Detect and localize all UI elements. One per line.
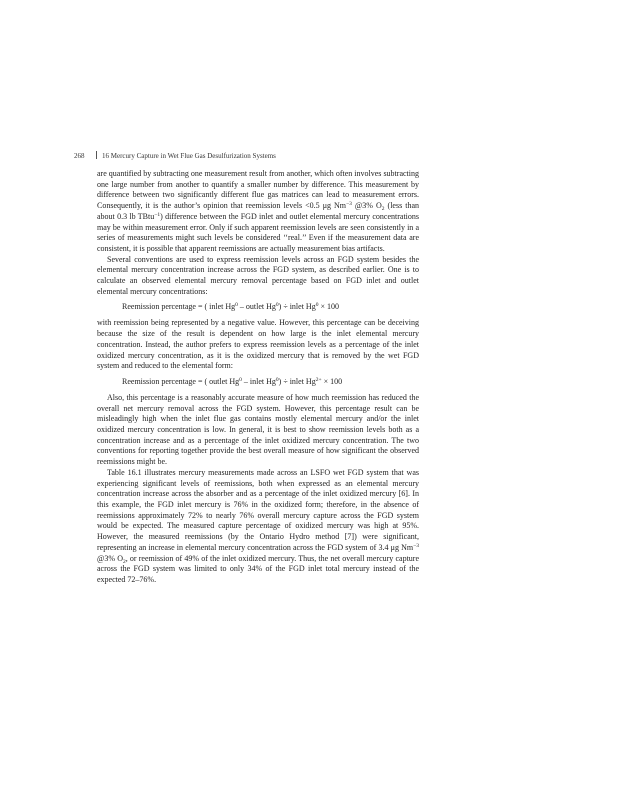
superscript: −3 — [413, 542, 419, 549]
paragraph-3: with reemission being represented by a negative value. However, this percentage can be deceiving because the size of the result is dependent on how large is the inlet elemental mercury concentration. Instead, the author prefers to express reemission levels as a percentage of the inlet oxidized mercury concentration, as it is the oxidized mercury that is removed by the wet FGD system and reduced to the elemental form: — [97, 318, 419, 371]
superscript: −1 — [154, 211, 161, 218]
paragraph-2: Several conventions are used to express reemission levels across an FGD system besides the elemental mercury concentration increase across the FGD system, as described earlier. One is to calculate an observed elemental mercury removal percentage based on FGD inlet and outlet elemental mercury concentrations: — [97, 254, 419, 296]
equation-1 — [97, 302, 419, 312]
paragraph-1-text-c: (less than about 0.3 lb TBtu — [97, 201, 419, 221]
superscript: −3 — [346, 201, 352, 208]
superscript: 2+ — [315, 376, 322, 383]
equation-2-part-a: Reemission percentage = ( outlet Hg — [122, 376, 240, 386]
running-title: 16 Mercury Capture in Wet Flue Gas Desulfurization Systems — [102, 152, 276, 160]
superscript: 0 — [275, 302, 279, 309]
equation-1-part-a: Reemission percentage = ( inlet Hg — [122, 302, 236, 312]
equation-1-part-c: ) ÷ inlet Hg — [278, 302, 316, 312]
paragraph-5 — [97, 468, 419, 586]
equation-2-part-b: – inlet Hg — [241, 376, 276, 386]
running-header — [74, 151, 494, 161]
paragraph-5-text-a: Table 16.1 illustrates mercury measurements made across an LSFO wet FGD system that was experiencing significant levels of reemissions, both when expressed as an elemental mercury concentration increase across the absorber and as a percentage of the inlet oxidized mercury [6]. In this example, the FGD inlet mercury is 76% in the oxidized form; therefore, in the absence of reemissions approximately 72% to nearly 76% overall mercury capture across the FGD system would be expected. The measured capture percentage of oxidized mercury was high at 95%. However, the measured reemissions (by the Ontario Hydro method [7]) were significant, representing an increase in elemental mercury concentration across the FGD system of 3.4 μg Nm — [97, 467, 419, 552]
paragraph-4: Also, this percentage is a reasonably accurate measure of how much reemission has reduced the overall net mercury removal across the FGD system. However, this percentage result can be misleadingly high when the inlet flue gas contains mostly elemental mercury and/or the inlet oxidized mercury concentration is low. In general, it is best to show reemission levels both as a concentration increase and as a percentage of the inlet oxidized mercury concentration. The two conventions for reporting together provide the best overall measure of how significant the observed reemissions might be. — [97, 392, 419, 467]
equation-2-part-c: ) ÷ inlet Hg — [278, 376, 316, 386]
paragraph-1-text-a: are quantified by subtracting one measurement result from another, which often involves subtracting one large number from another to quantify a smaller number by difference. This measurement by difference between two significantly different flue gas matrices can lead to measurement errors. Consequently, it is the author’s opinion that reemission levels <0.5 μg Nm — [97, 169, 419, 211]
equation-1-part-d: × 100 — [318, 302, 339, 312]
header-divider — [96, 151, 97, 159]
subscript: 2 — [381, 206, 385, 213]
page-number: 268 — [74, 152, 85, 160]
paragraph-1-text-b: @3% O — [351, 201, 382, 211]
equation-2 — [97, 377, 419, 387]
paragraph-5-text-c: , or reemission of 49% of the inlet oxidized mercury. Thus, the net overall mercury capture across the FGD system was limited to only 34% of the FGD inlet total mercury instead of the expected 72–76%. — [97, 553, 420, 584]
superscript: 0 — [275, 376, 279, 383]
paragraph-1-text-d: ) difference between the FGD inlet and outlet elemental mercury concentrations may be within measurement error. Only if such apparent reemission levels are seen consistently in a series of measurements might such levels be considered ‘‘real.’’ Even if the measurement data are consistent, it is possible that apparent reemissions are actually measurement bias artifacts. — [97, 211, 420, 253]
superscript: 0 — [235, 302, 238, 309]
equation-2-part-d: × 100 — [321, 376, 343, 386]
paragraph-1 — [97, 169, 419, 255]
equation-1-part-b: – outlet Hg — [237, 302, 276, 312]
paragraph-5-text-b: @3% O — [97, 553, 123, 563]
body-text — [97, 169, 419, 586]
subscript: 2 — [122, 558, 126, 565]
superscript: 0 — [239, 376, 242, 383]
superscript: 0 — [315, 302, 319, 309]
